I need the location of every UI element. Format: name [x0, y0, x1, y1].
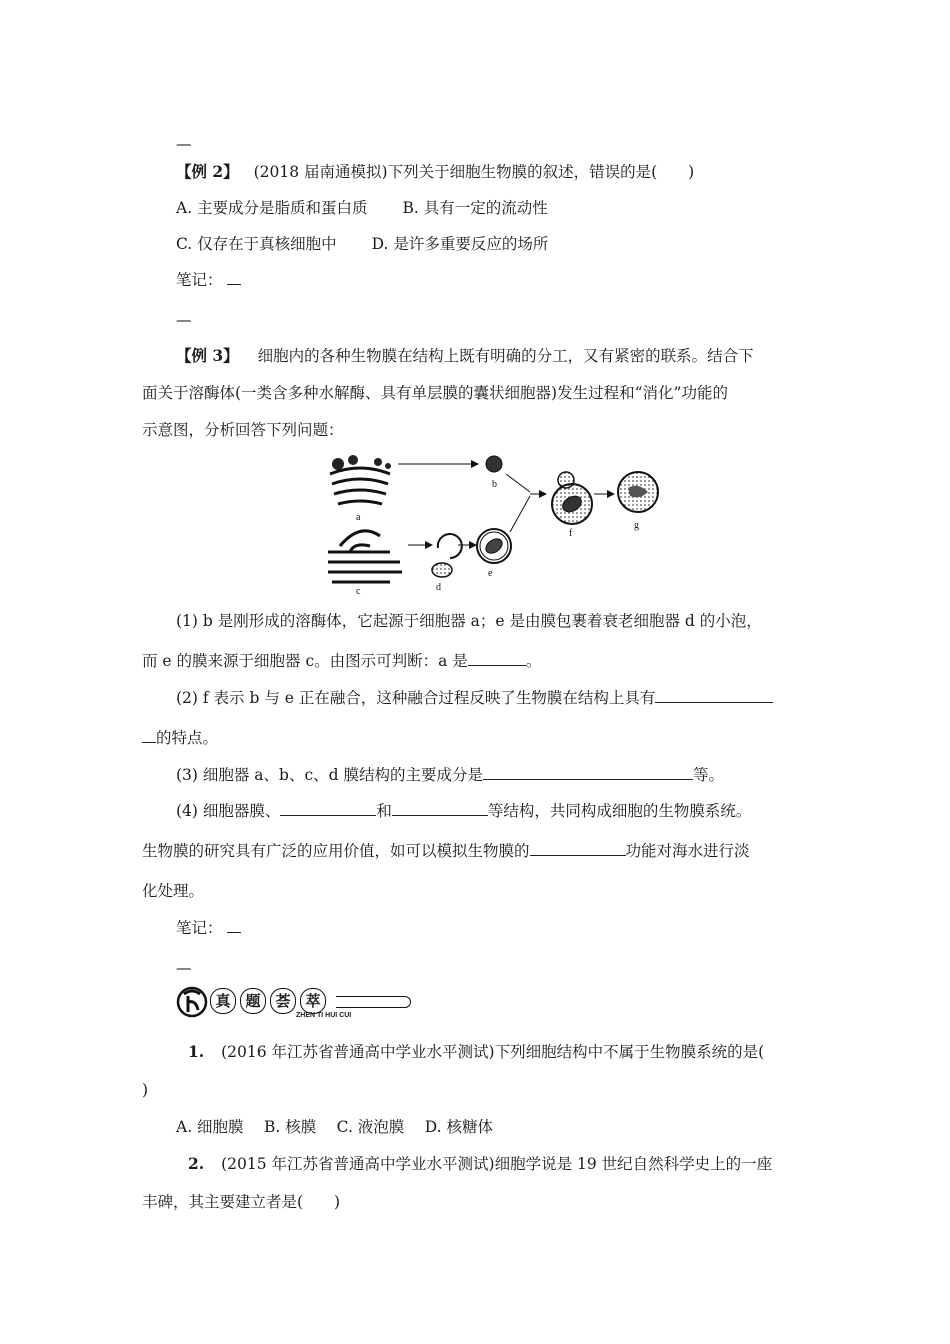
banner-char-1: 真 [210, 988, 236, 1014]
q4-text-e: 功能对海水进行淡 [625, 842, 750, 860]
separator-dash: — [176, 959, 192, 977]
example-3-line-2: 面关于溶酶体(一类含多种水解酶、具有单层膜的囊状细胞器)发生过程和“消化”功能的 [142, 384, 728, 402]
example-2-option-d: D. 是许多重要反应的场所 [371, 235, 549, 253]
example-2-question: (2018 届南通模拟)下列关于细胞生物膜的叙述，错误的是( ) [253, 163, 695, 181]
example-3-note [176, 918, 241, 938]
lysosome-b [486, 456, 502, 472]
q2-end: 的特点。 [156, 729, 219, 747]
label-b: b [492, 479, 497, 490]
banner-line [336, 996, 411, 1008]
q2-text: (2) f 表示 b 与 e 正在融合，这种融合过程反映了生物膜在结构上具有 [176, 689, 656, 707]
note-blank [227, 918, 241, 933]
q4-text-d: 生物膜的研究具有广泛的应用价值，如可以模拟生物膜的 [142, 842, 530, 860]
golgi-apparatus-a [330, 455, 391, 504]
digesting-lysosome-g [618, 472, 658, 512]
banner-char-4: 萃 [300, 988, 326, 1014]
answer-blank-q4-1[interactable] [280, 801, 376, 816]
example-3-q3 [176, 765, 724, 785]
answer-blank-q4-2[interactable] [392, 801, 488, 816]
example-2-option-a: A. 主要成分是脂质和蛋白质 [176, 199, 368, 217]
question-1-stem-end: ) [142, 1081, 149, 1099]
question-1-stem [188, 1042, 764, 1062]
question-2-stem [188, 1154, 772, 1174]
example-2-options-row-2 [176, 234, 548, 254]
section-banner [176, 984, 416, 1024]
answer-blank-q3[interactable] [483, 765, 693, 780]
q1-text: 而 e 的膜来源于细胞器 c。由图示可判断：a 是 [142, 652, 468, 670]
banner-pinyin: ZHEN TI HUI CUI [296, 1012, 352, 1019]
lysosome-diagram [320, 452, 680, 600]
note-label: 笔记： [176, 919, 223, 937]
answer-blank-q2-cont[interactable] [142, 728, 156, 743]
label-f: f [569, 528, 573, 539]
example-2-stem [176, 162, 694, 182]
label-e: e [488, 568, 493, 579]
example-3-q4-line-1 [176, 801, 751, 821]
example-3-q1-line-1: (1) b 是刚形成的溶酶体，它起源于细胞器 a；e 是由膜包裹着衰老细胞器 d 的小泡， [176, 612, 762, 630]
question-2-text: (2015 年江苏省普通高中学业水平测试)细胞学说是 19 世纪自然科学史上的一座 [221, 1155, 773, 1173]
fusion-f [552, 472, 592, 524]
q4-text-c: 等结构，共同构成细胞的生物膜系统。 [487, 802, 752, 820]
example-3-tag: 【例 3】 [176, 346, 239, 365]
example-2-option-c: C. 仅存在于真核细胞中 [176, 235, 337, 253]
answer-blank-q1[interactable] [468, 651, 526, 666]
vesicle-e [477, 529, 511, 563]
senescent-organelle-d [432, 534, 462, 577]
question-1-number: 1. [188, 1042, 205, 1061]
banner-char-3: 荟 [270, 988, 296, 1014]
q3-end: 等。 [693, 766, 725, 784]
example-3-q4-line-3: 化处理。 [142, 882, 205, 900]
question-1-options: A. 细胞膜 B. 核膜 C. 液泡膜 D. 核糖体 [176, 1118, 493, 1136]
example-2-option-b: B. 具有一定的流动性 [402, 199, 548, 217]
endoplasmic-reticulum-c [328, 531, 402, 582]
label-c: c [356, 586, 361, 597]
label-g: g [634, 520, 639, 531]
example-3-q2-line-1 [176, 688, 773, 708]
question-2-stem-line-2: 丰碑，其主要建立者是( ) [142, 1193, 341, 1211]
note-label: 笔记： [176, 271, 223, 289]
example-3-line-1 [176, 346, 754, 366]
q4-text-a: (4) 细胞器膜、 [176, 802, 281, 820]
example-3-line-3: 示意图，分析回答下列问题： [142, 421, 344, 439]
example-2-tag: 【例 2】 [176, 162, 239, 181]
label-a: a [356, 512, 361, 523]
example-3-q4-line-2 [142, 841, 750, 861]
banner-logo-icon [176, 984, 208, 1020]
question-2-number: 2. [188, 1154, 205, 1173]
example-2-options-row-1 [176, 198, 548, 218]
q4-text-b: 和 [376, 802, 392, 820]
answer-blank-q4-3[interactable] [530, 841, 626, 856]
label-d: d [436, 582, 441, 593]
example-3-text: 细胞内的各种生物膜在结构上既有明确的分工，又有紧密的联系。结合下 [257, 347, 754, 365]
example-2-note [176, 270, 241, 290]
separator-dash: — [176, 135, 192, 153]
answer-blank-q2[interactable] [655, 688, 773, 703]
q1-end: 。 [525, 652, 542, 670]
note-blank [227, 270, 241, 285]
banner-char-2: 题 [240, 988, 266, 1014]
example-3-q2-line-2 [142, 728, 218, 748]
separator-dash: — [176, 311, 192, 329]
example-3-q1-line-2 [142, 651, 541, 671]
q3-text: (3) 细胞器 a、b、c、d 膜结构的主要成分是 [176, 766, 484, 784]
question-1-text: (2016 年江苏省普通高中学业水平测试)下列细胞结构中不属于生物膜系统的是( [221, 1043, 765, 1061]
